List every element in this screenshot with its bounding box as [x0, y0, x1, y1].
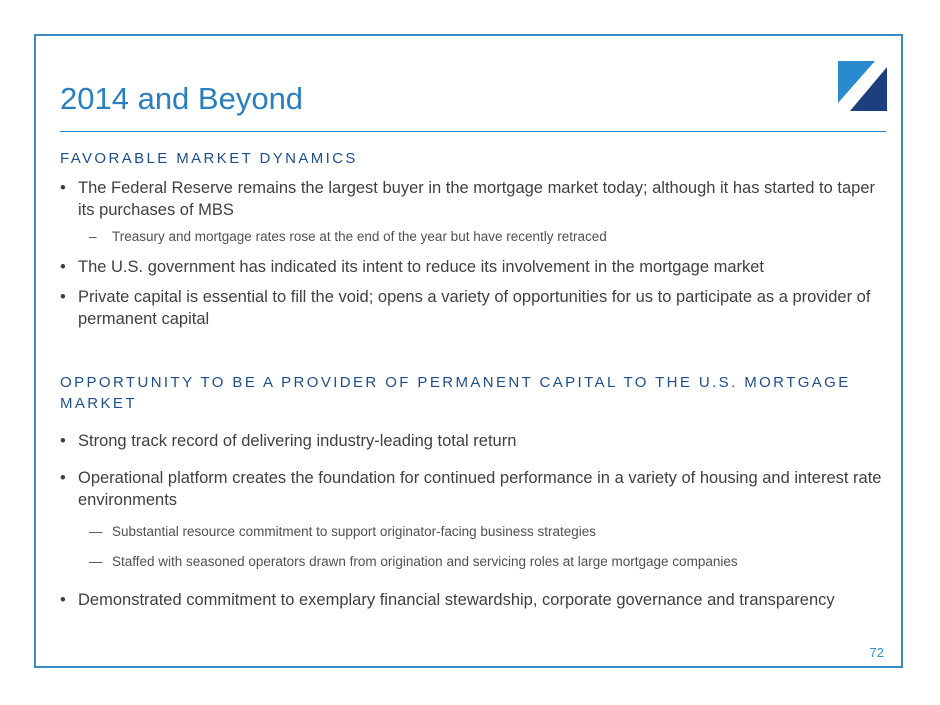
sub-bullet-item: [89, 553, 879, 571]
bullet-text: Private capital is essential to fill the void; opens a variety of opportunities for us to participate as a provider of permanent capital: [78, 288, 871, 328]
bullet-glyph: •: [60, 432, 66, 450]
slide-frame: [34, 34, 903, 668]
sub-bullet-text: Treasury and mortgage rates rose at the end of the year but have recently retraced: [112, 229, 607, 244]
title-divider: [60, 131, 886, 132]
bullet-glyph: •: [60, 288, 66, 306]
bullet-text: The U.S. government has indicated its intent to reduce its involvement in the mortgage market: [78, 258, 765, 276]
bullet-text: Operational platform creates the foundation for continued performance in a variety of housing and interest rate environments: [78, 469, 882, 509]
sub-bullet-item: [89, 228, 879, 246]
dash-glyph: –: [89, 229, 97, 244]
sub-bullet-item: [89, 523, 879, 541]
section-heading-market-dynamics: FAVORABLE MARKET DYNAMICS: [60, 150, 358, 167]
bullet-item: [60, 430, 882, 452]
bullet-item: [60, 177, 882, 221]
sub-bullet-text: Substantial resource commitment to support originator-facing business strategies: [112, 524, 596, 539]
bullet-text: Demonstrated commitment to exemplary financial stewardship, corporate governance and transparency: [78, 591, 835, 609]
bullet-glyph: •: [60, 179, 66, 197]
section-heading-permanent-capital: OPPORTUNITY TO BE A PROVIDER OF PERMANENT CAPITAL TO THE U.S. MORTGAGE MARKET: [60, 374, 851, 412]
bullet-text: The Federal Reserve remains the largest buyer in the mortgage market today; although it has started to taper its purchases of MBS: [78, 179, 876, 219]
slide-title: 2014 and Beyond: [60, 81, 304, 116]
bullet-item: [60, 467, 882, 511]
bullet-item: [60, 256, 882, 278]
bullet-glyph: •: [60, 591, 66, 609]
brand-logo-icon: [838, 61, 887, 111]
bullet-glyph: •: [60, 469, 66, 487]
sub-bullet-text: Staffed with seasoned operators drawn from origination and servicing roles at large mortgage companies: [112, 554, 738, 569]
bullet-item: [60, 286, 882, 330]
bullet-item: [60, 589, 882, 611]
page-number: 72: [869, 645, 884, 660]
dash-glyph: —: [89, 524, 103, 539]
bullet-glyph: •: [60, 258, 66, 276]
bullet-text: Strong track record of delivering industry-leading total return: [78, 432, 517, 450]
dash-glyph: —: [89, 554, 103, 569]
